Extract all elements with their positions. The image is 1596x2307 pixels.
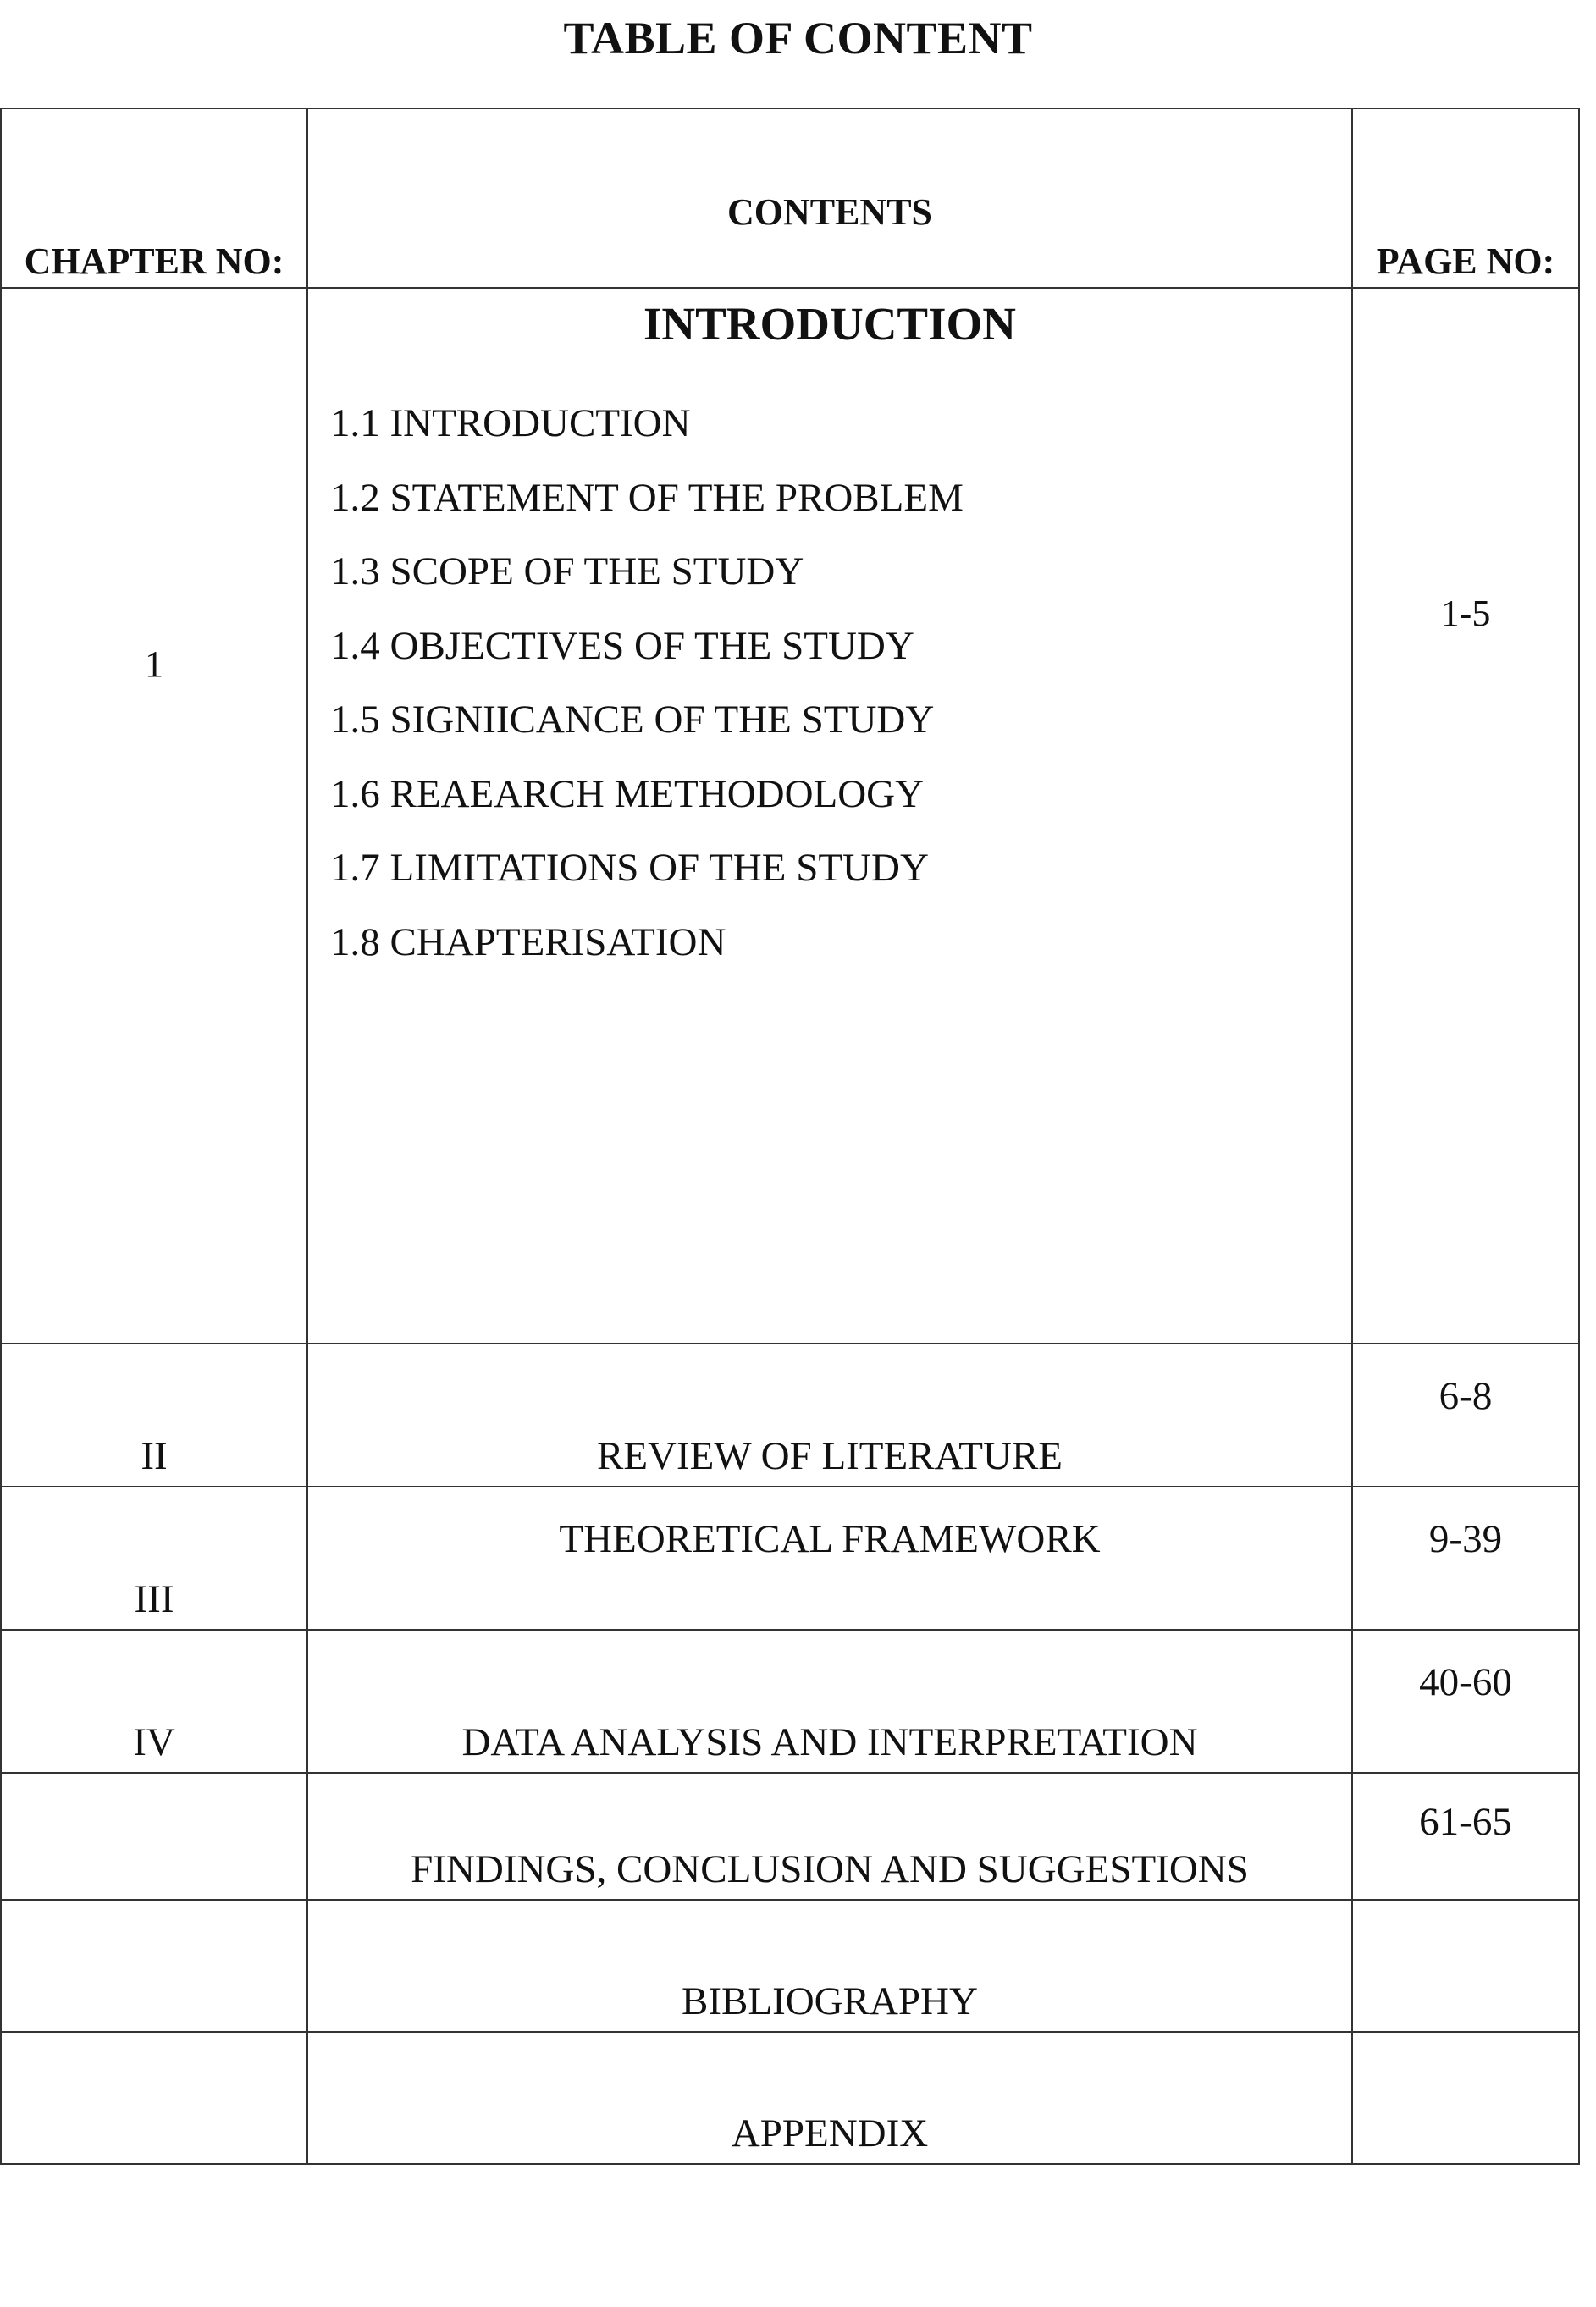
list-item: 1.5 SIGNIICANCE OF THE STUDY: [330, 698, 935, 742]
page-range: [1352, 1900, 1579, 2032]
page-range: 61-65: [1352, 1773, 1579, 1900]
table-row: [1, 1487, 1579, 1630]
chapter-title: DATA ANALYSIS AND INTERPRETATION: [307, 1630, 1352, 1773]
header-contents: CONTENTS: [307, 108, 1352, 288]
list-item: 1.1 INTRODUCTION: [330, 401, 691, 445]
chapter-title: FINDINGS, CONCLUSION AND SUGGESTIONS: [307, 1773, 1352, 1900]
chapter-number: [1, 2032, 307, 2164]
table-row: [1, 1344, 1579, 1487]
list-item: 1.7 LIMITATIONS OF THE STUDY: [330, 846, 929, 890]
subsection-list: [308, 354, 1351, 980]
chapter-number: III: [1, 1487, 307, 1630]
page-range: [1352, 2032, 1579, 2164]
chapter-number: II: [1, 1344, 307, 1487]
table-row: [1, 288, 1579, 1344]
table-header-row: [1, 108, 1579, 288]
table-row: [1, 1773, 1579, 1900]
chapter-title: INTRODUCTION: [643, 298, 1017, 350]
chapter-title: REVIEW OF LITERATURE: [307, 1344, 1352, 1487]
chapter-number: 1: [1, 288, 307, 1344]
table-of-contents: [0, 108, 1580, 2165]
page-range: 1-5: [1352, 288, 1579, 1344]
table-row: [1, 1900, 1579, 2032]
chapter-title: BIBLIOGRAPHY: [307, 1900, 1352, 2032]
header-chapter-no: CHAPTER NO:: [1, 108, 307, 288]
page-title: TABLE OF CONTENT: [563, 13, 1033, 63]
page-range: 6-8: [1352, 1344, 1579, 1487]
list-item: 1.8 CHAPTERISATION: [330, 919, 726, 964]
chapter-number: IV: [1, 1630, 307, 1773]
chapter-number: [1, 1900, 307, 2032]
table-row: [1, 1630, 1579, 1773]
chapter-number: [1, 1773, 307, 1900]
list-item: 1.6 REAEARCH METHODOLOGY: [330, 771, 925, 816]
chapter-title: THEORETICAL FRAMEWORK: [307, 1487, 1352, 1630]
page-range: 9-39: [1352, 1487, 1579, 1630]
header-page-no: PAGE NO:: [1352, 108, 1579, 288]
chapter-title: APPENDIX: [307, 2032, 1352, 2164]
page-range: 40-60: [1352, 1630, 1579, 1773]
table-row: [1, 2032, 1579, 2164]
list-item: 1.3 SCOPE OF THE STUDY: [330, 549, 804, 593]
list-item: 1.2 STATEMENT OF THE PROBLEM: [330, 475, 964, 520]
chapter-contents: [307, 288, 1352, 1344]
list-item: 1.4 OBJECTIVES OF THE STUDY: [330, 623, 914, 668]
